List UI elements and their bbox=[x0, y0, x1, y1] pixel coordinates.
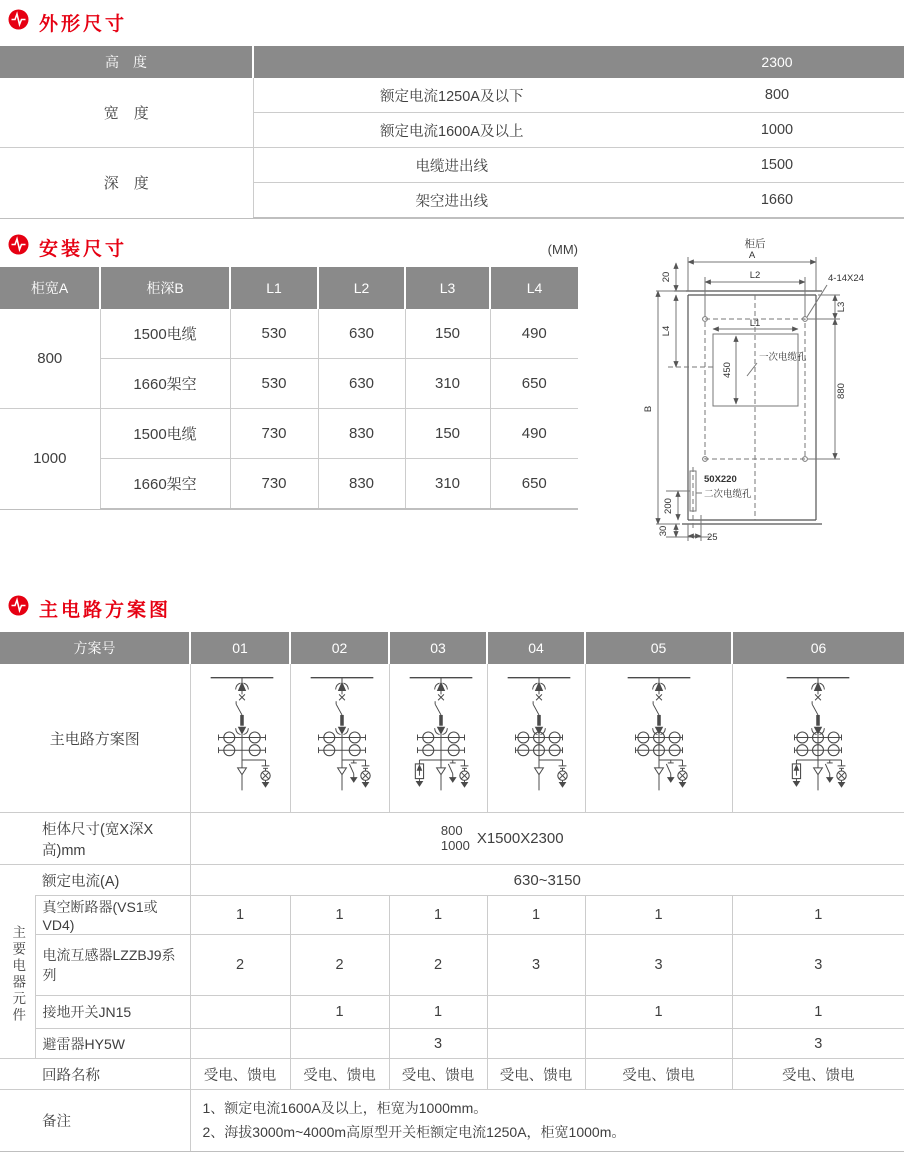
scheme-id: 06 bbox=[732, 632, 904, 664]
component-row bbox=[0, 1029, 904, 1059]
primary-hole-label: 一次电缆孔 bbox=[759, 352, 807, 363]
condition-cell: 电缆进出线 bbox=[253, 148, 650, 183]
component-row bbox=[0, 996, 904, 1029]
section-scheme-title bbox=[8, 596, 904, 620]
scheme-id: 01 bbox=[190, 632, 290, 664]
value-cell: 530 bbox=[230, 309, 318, 359]
dim-20: 20 bbox=[661, 271, 672, 283]
catalog-page bbox=[0, 10, 904, 1162]
table-row bbox=[0, 148, 904, 183]
row-label: 备注 bbox=[0, 1090, 190, 1152]
column-header: 柜宽A bbox=[0, 267, 100, 309]
condition-cell: 额定电流1600A及以上 bbox=[253, 113, 650, 148]
column-header: L1 bbox=[230, 267, 318, 309]
value-cell: 1000 bbox=[650, 113, 904, 148]
install-dimension-table bbox=[0, 267, 578, 510]
cabinet-size-rest: X1500X2300 bbox=[476, 830, 564, 847]
dim-l4: L4 bbox=[661, 325, 672, 337]
cabinet-size-value bbox=[190, 813, 904, 865]
value-cell: 1660 bbox=[650, 183, 904, 218]
remarks-row bbox=[0, 1090, 904, 1152]
value-cell: 1 bbox=[732, 996, 904, 1029]
pulse-icon bbox=[8, 595, 29, 621]
circuit-name-cell: 受电、馈电 bbox=[190, 1059, 290, 1090]
value-cell: 650 bbox=[490, 359, 578, 409]
value-cell bbox=[487, 996, 585, 1029]
value-cell bbox=[585, 1029, 732, 1059]
section-title-text: 外形尺寸 bbox=[39, 13, 128, 35]
scheme-id: 05 bbox=[585, 632, 732, 664]
pulse-icon bbox=[8, 234, 29, 260]
row-label: 深 度 bbox=[0, 148, 253, 218]
value-cell: 630 bbox=[318, 359, 405, 409]
section-outline-title bbox=[8, 10, 904, 34]
component-label: 真空断路器(VS1或VD4) bbox=[35, 896, 190, 935]
section-install bbox=[0, 235, 904, 543]
dim-880: 880 bbox=[836, 383, 847, 399]
pulse-icon bbox=[8, 9, 29, 35]
row-label: 高 度 bbox=[0, 46, 253, 78]
column-header: L4 bbox=[490, 267, 578, 309]
component-row bbox=[0, 896, 904, 935]
circuit-name-cell: 受电、馈电 bbox=[487, 1059, 585, 1090]
depth-cell: 1660架空 bbox=[100, 459, 230, 509]
spacer-cell bbox=[253, 46, 650, 78]
condition-cell: 额定电流1250A及以下 bbox=[253, 78, 650, 113]
row-label: 额定电流(A) bbox=[0, 865, 190, 896]
row-label: 宽 度 bbox=[103, 105, 149, 122]
row-label: 回路名称 bbox=[0, 1059, 190, 1090]
value-cell bbox=[190, 996, 290, 1029]
width-group-label: 800 bbox=[37, 350, 63, 367]
value-cell: 1 bbox=[290, 996, 389, 1029]
value-cell: 1 bbox=[389, 896, 487, 935]
table-row bbox=[0, 46, 904, 78]
value-cell bbox=[290, 1029, 389, 1059]
unit-label: (MM) bbox=[547, 242, 578, 257]
condition-cell: 架空进出线 bbox=[253, 183, 650, 218]
cabinet-size-row bbox=[0, 813, 904, 865]
value-cell: 150 bbox=[405, 409, 490, 459]
width-group-label: 1000 bbox=[0, 409, 100, 509]
dim-l2: L2 bbox=[749, 270, 761, 281]
value-cell: 490 bbox=[490, 409, 578, 459]
circuit-name-cell: 受电、馈电 bbox=[389, 1059, 487, 1090]
dim-450: 450 bbox=[722, 362, 733, 378]
value-cell bbox=[190, 1029, 290, 1059]
dim-25: 25 bbox=[707, 532, 718, 543]
depth-cell: 1500电缆 bbox=[100, 309, 230, 359]
value-cell: 3 bbox=[732, 935, 904, 996]
value-cell: 1 bbox=[290, 896, 389, 935]
remark-line: 1、额定电流1600A及以上，柜宽为1000mm。 bbox=[202, 1100, 488, 1117]
scheme-diagram bbox=[389, 664, 487, 813]
column-header: L2 bbox=[318, 267, 405, 309]
circuit-name-row bbox=[0, 1059, 904, 1090]
scheme-id: 03 bbox=[389, 632, 487, 664]
installation-drawing bbox=[618, 229, 904, 562]
scheme-diagram bbox=[190, 664, 290, 813]
value-cell: 830 bbox=[318, 459, 405, 509]
dim-30: 30 bbox=[658, 525, 669, 537]
value-cell: 650 bbox=[490, 459, 578, 509]
table-row bbox=[0, 309, 578, 359]
table-row bbox=[0, 409, 578, 459]
value-cell: 150 bbox=[405, 309, 490, 359]
dim-l3: L3 bbox=[836, 301, 847, 313]
table-header-row bbox=[0, 267, 578, 309]
value-cell: 2 bbox=[290, 935, 389, 996]
dim-l1: L1 bbox=[749, 318, 761, 329]
value-cell: 800 bbox=[764, 87, 790, 103]
value-cell: 1 bbox=[487, 896, 585, 935]
value-cell bbox=[487, 1029, 585, 1059]
component-label: 接地开关JN15 bbox=[35, 996, 190, 1029]
scheme-table bbox=[0, 632, 904, 1152]
dim-200: 200 bbox=[663, 498, 674, 514]
column-header: L3 bbox=[405, 267, 490, 309]
value-cell: 1 bbox=[190, 896, 290, 935]
value-cell: 3 bbox=[487, 935, 585, 996]
component-label: 避雷器HY5W bbox=[35, 1029, 190, 1059]
value-cell: 2 bbox=[389, 935, 487, 996]
value-cell: 3 bbox=[732, 1029, 904, 1059]
component-group-label: 主要电器元件 bbox=[10, 925, 26, 1025]
holes-label: 4-14X24 bbox=[828, 273, 864, 284]
scheme-id: 04 bbox=[487, 632, 585, 664]
value-cell: 630 bbox=[318, 309, 405, 359]
value-cell: 2300 bbox=[650, 46, 904, 78]
circuit-name-cell: 受电、馈电 bbox=[290, 1059, 389, 1090]
value-cell: 1 bbox=[732, 896, 904, 935]
rated-current-value: 630~3150 bbox=[190, 865, 904, 896]
value-cell: 490 bbox=[490, 309, 578, 359]
column-header: 柜深B bbox=[100, 267, 230, 309]
drawing-rear-label: 柜后 bbox=[744, 238, 766, 250]
scheme-diagram bbox=[487, 664, 585, 813]
value-cell: 530 bbox=[230, 359, 318, 409]
scheme-id: 02 bbox=[290, 632, 389, 664]
outline-dimension-table bbox=[0, 46, 904, 219]
value-cell: 1500 bbox=[650, 148, 904, 183]
remark-line: 2、海拔3000m~4000m高原型开关柜额定电流1250A，柜宽1000m。 bbox=[202, 1123, 626, 1140]
secondary-hole-label: 二次电缆孔 bbox=[704, 489, 752, 500]
cabinet-width-option: 1000 bbox=[440, 837, 470, 853]
depth-cell: 1660架空 bbox=[100, 359, 230, 409]
value-cell: 1 bbox=[389, 996, 487, 1029]
value-cell: 730 bbox=[230, 459, 318, 509]
value-cell: 3 bbox=[389, 1029, 487, 1059]
value-cell: 310 bbox=[405, 459, 490, 509]
scheme-no-header: 方案号 bbox=[0, 632, 190, 664]
table-header-row bbox=[0, 632, 904, 664]
section-title-text: 主电路方案图 bbox=[39, 599, 172, 621]
scheme-diagram bbox=[732, 664, 904, 813]
value-cell: 1 bbox=[585, 996, 732, 1029]
cabinet-width-option: 800 bbox=[440, 822, 463, 838]
rated-current-row bbox=[0, 865, 904, 896]
row-label: 柜体尺寸(宽X深X高)mm bbox=[0, 813, 190, 865]
table-row bbox=[0, 78, 904, 113]
value-cell: 830 bbox=[318, 409, 405, 459]
value-cell: 310 bbox=[405, 359, 490, 409]
scheme-diagram bbox=[585, 664, 732, 813]
dim-a: A bbox=[748, 250, 756, 261]
scheme-diagram bbox=[290, 664, 389, 813]
section-title-text: 安装尺寸 bbox=[39, 238, 128, 260]
row-label: 主电路方案图 bbox=[49, 730, 140, 748]
depth-cell: 1500电缆 bbox=[100, 409, 230, 459]
dim-b: B bbox=[643, 405, 654, 413]
component-row bbox=[0, 935, 904, 996]
value-cell: 730 bbox=[230, 409, 318, 459]
component-label: 电流互感器LZZBJ9系列 bbox=[35, 935, 190, 996]
value-cell: 1 bbox=[585, 896, 732, 935]
diagram-row bbox=[0, 664, 904, 813]
circuit-name-cell: 受电、馈电 bbox=[585, 1059, 732, 1090]
section-install-title bbox=[8, 235, 127, 259]
circuit-name-cell: 受电、馈电 bbox=[732, 1059, 904, 1090]
value-cell: 2 bbox=[190, 935, 290, 996]
secondary-hole-size: 50X220 bbox=[704, 474, 737, 485]
remarks-text bbox=[190, 1090, 904, 1152]
value-cell: 3 bbox=[585, 935, 732, 996]
